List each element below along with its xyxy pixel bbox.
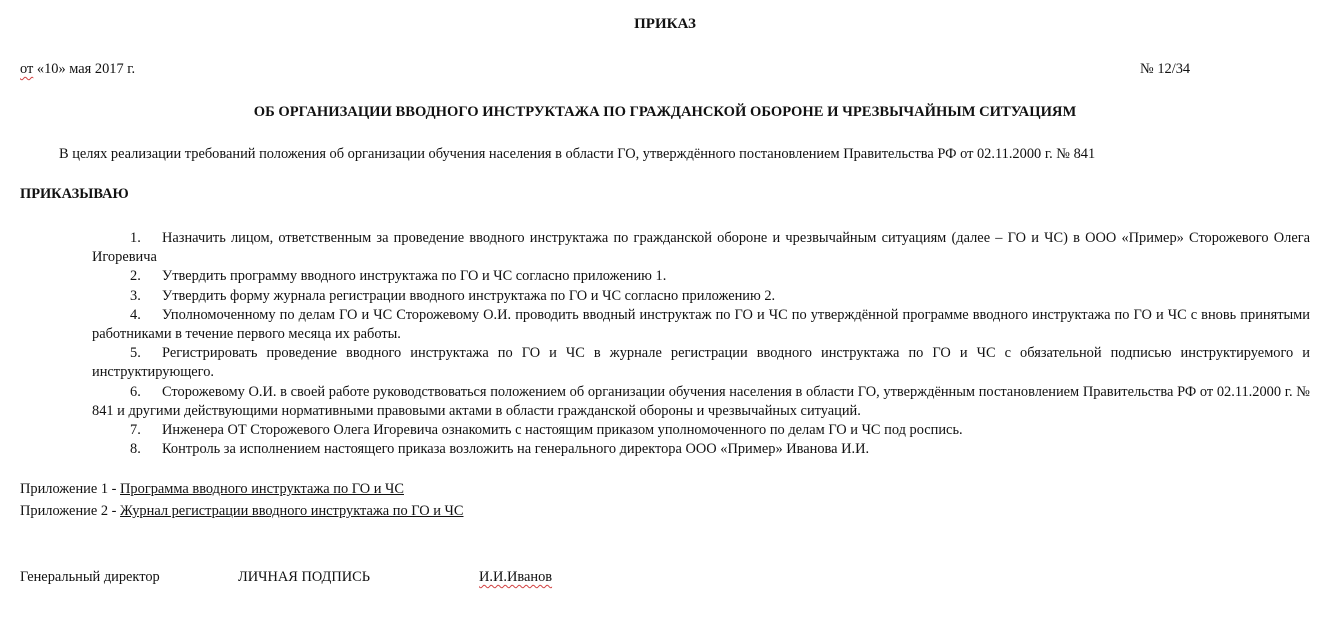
item-text: Назначить лицом, ответственным за проведение вводного инструктажа по гражданской обороне и чрезвычайным ситуациям (далее – ГО и ЧС) в ООО «Пример» Сторожевого Олега Игоревича — [92, 230, 1310, 266]
item-number: 8. — [130, 441, 141, 458]
item-text: Контроль за исполнением настоящего приказа возложить на генерального директора ООО «Пример» Иванова И.И. — [162, 441, 870, 458]
item-text: Инженера ОТ Сторожевого Олега Игоревича ознакомить с настоящим приказом уполномоченного по делам ГО и ЧС под роспись. — [162, 422, 963, 439]
signature-name: И.И.Иванов — [479, 569, 553, 585]
annex-2-prefix: Приложение 2 - — [20, 503, 121, 519]
signature-mark: ЛИЧНАЯ ПОДПИСЬ — [238, 569, 371, 585]
item-number: 5. — [130, 345, 141, 362]
order-items-list — [92, 229, 1310, 459]
order-item — [92, 383, 1310, 421]
item-number: 4. — [130, 306, 141, 323]
order-item — [92, 440, 1310, 459]
order-item — [92, 421, 1310, 440]
annex-2 — [20, 502, 464, 521]
item-number: 7. — [130, 422, 141, 439]
item-text: Уполномоченному по делам ГО и ЧС Сторожевому О.И. проводить вводный инструктаж по ГО и ЧС по утверждённой программе вводного инструктажа по ГО и ЧС с вновь принятыми работниками в течение первого месяца их работы. — [92, 306, 1310, 343]
order-date — [20, 60, 135, 79]
item-number: 1. — [130, 230, 141, 246]
order-subject: ОБ ОРГАНИЗАЦИИ ВВОДНОГО ИНСТРУКТАЖА ПО ГРАЖДАНСКОЙ ОБОРОНЕ И ЧРЕЗВЫЧАЙНЫМ СИТУАЦИЯМ — [253, 104, 1077, 120]
item-number: 2. — [130, 268, 141, 285]
document-title: ПРИКАЗ — [634, 16, 696, 32]
order-item — [92, 287, 1310, 306]
order-preamble: В целях реализации требований положения об организации обучения населения в области ГО, утверждённого постановлением Правительства РФ от 02.11.2000 г. № 841 — [59, 146, 1096, 162]
date-prefix: от — [20, 61, 34, 77]
annex-1-prefix: Приложение 1 - — [20, 481, 121, 497]
order-item — [92, 229, 1310, 267]
order-item — [92, 344, 1310, 382]
item-text: Утвердить форму журнала регистрации вводного инструктажа по ГО и ЧС согласно приложению 2. — [162, 287, 776, 304]
annex-1-link[interactable]: Программа вводного инструктажа по ГО и ЧС — [120, 481, 404, 497]
item-text: Сторожевому О.И. в своей работе руководствоваться положением об организации обучения населения в области ГО, утверждённым постановлением Правительства РФ от 02.11.2000 г. № 841 и другими действующими нормативными правовыми актами в области гражданской обороны и чрезвычайных ситуаций. — [92, 383, 1310, 419]
order-item — [92, 267, 1310, 286]
order-number: № 12/34 — [1140, 61, 1191, 77]
item-text: Утвердить программу вводного инструктажа по ГО и ЧС согласно приложению 1. — [162, 268, 667, 285]
order-item — [92, 306, 1310, 344]
annex-1 — [20, 480, 404, 499]
date-text: «10» мая 2017 г. — [36, 61, 136, 77]
annex-2-link[interactable]: Журнал регистрации вводного инструктажа по ГО и ЧС — [120, 503, 464, 519]
order-directive-word: ПРИКАЗЫВАЮ — [20, 186, 129, 202]
signature-role: Генеральный директор — [20, 569, 160, 585]
item-number: 3. — [130, 287, 141, 304]
item-text: Регистрировать проведение вводного инструктажа по ГО и ЧС в журнале регистрации вводного инструктажа по ГО и ЧС с обязательной подписью инструктируемого и инструктирующего. — [92, 345, 1310, 381]
item-number: 6. — [130, 383, 141, 400]
